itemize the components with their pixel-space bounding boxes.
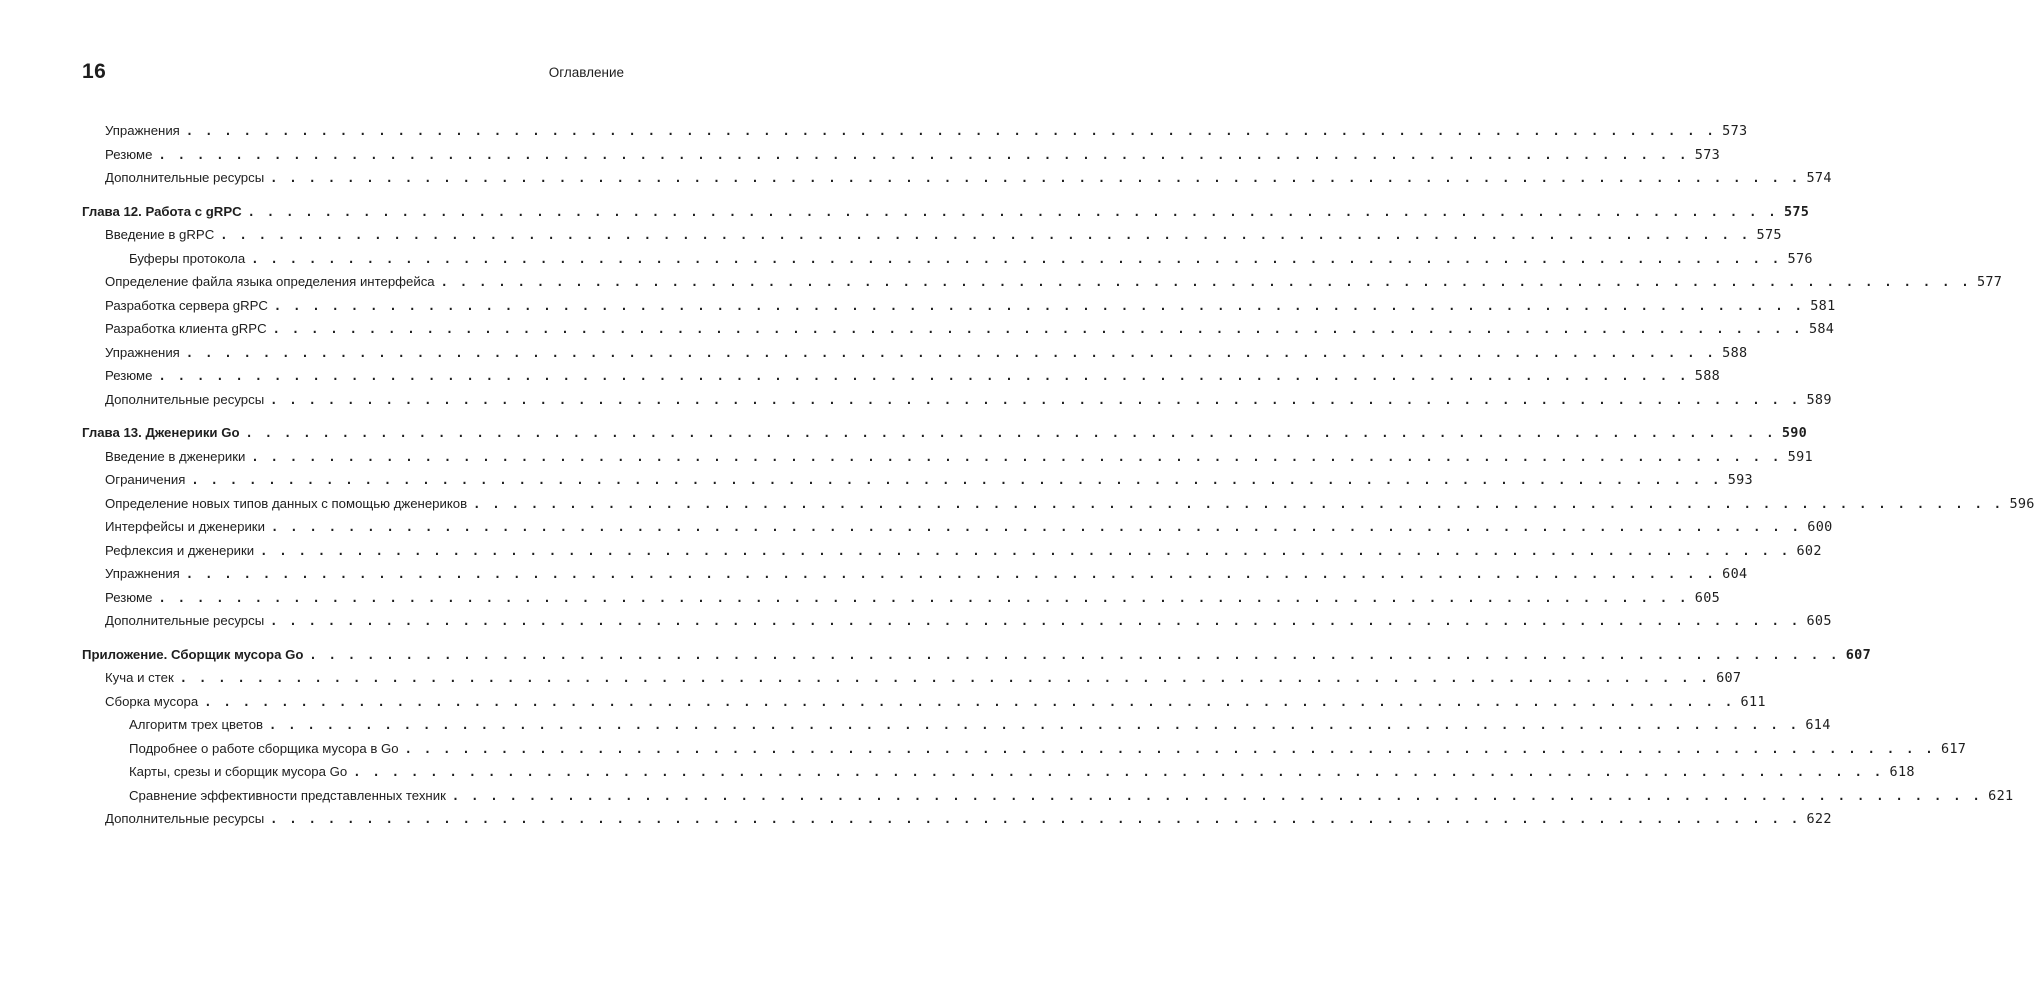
dot-leader: . . . . . . . . . . . . . . . . . . . . . . . . . . . . . . . . . . . . . . . . . . . . . . . . . . . . . . . . . . . . . . . . . . . . . . . . . . . . . . . .	[185, 124, 1717, 138]
dot-leader: . . . . . . . . . . . . . . . . . . . . . . . . . . . . . . . . . . . . . . . . . . . . . . . . . . . . . . . . . . . . . . . . . . . . . . . . . . . . . . . .	[179, 671, 1711, 685]
toc-entry-page: 588	[1694, 368, 1721, 384]
toc-entry[interactable]	[82, 294, 1836, 318]
dot-leader: . . . . . . . . . . . . . . . . . . . . . . . . . . . . . . . . . . . . . . . . . . . . . . . . . . . . . . . . . . . . . . . . . . . . . . . . . . . . . . . .	[251, 449, 1782, 464]
running-head: Оглавление	[548, 65, 624, 80]
dot-leader: . . . . . . . . . . . . . . . . . . . . . . . . . . . . . . . . . . . . . . . . . . . . . . . . . . . . . . . . . . . . . . . . . . . . . . . . . . . . . . . .	[204, 694, 1735, 709]
toc-entry-title: Упражнения	[105, 341, 186, 365]
toc-entry-title: Подробнее о работе сборщика мусора в Go	[129, 737, 405, 761]
dot-leader: . . . . . . . . . . . . . . . . . . . . . . . . . . . . . . . . . . . . . . . . . . . . . . . . . . . . . . . . . . . . . . . . . . . . . . . . . . . . . . . .	[158, 369, 1689, 383]
toc-entry-title: Приложение. Сборщик мусора Go	[82, 643, 309, 667]
dot-leader: . . . . . . . . . . . . . . . . . . . . . . . . . . . . . . . . . . . . . . . . . . . . . . . . . . . . . . . . . . . . . . . . . . . . . . . . . . . . . . . .	[158, 147, 1689, 162]
toc-entry-page: 621	[1988, 787, 2014, 804]
toc-entry-page: 591	[1787, 448, 1813, 465]
toc-entry-title: Резюме	[105, 586, 158, 610]
toc-entry-page: 622	[1806, 811, 1832, 827]
dot-leader: . . . . . . . . . . . . . . . . . . . . . . . . . . . . . . . . . . . . . . . . . . . . . . . . . . . . . . . . . . . . . . . . . . . . . . . . . . . . . . . .	[185, 567, 1717, 581]
toc-entry-page: 577	[1976, 274, 2003, 290]
toc-chapter-entry[interactable]	[82, 421, 1808, 445]
toc-entry-page: 575	[1756, 227, 1782, 243]
toc-entry-title: Резюме	[105, 364, 158, 388]
toc-entry-page: 581	[1810, 297, 1836, 314]
toc-entry-title: Алгоритм трех цветов	[129, 713, 269, 737]
table-of-contents	[82, 119, 2035, 831]
dot-leader: . . . . . . . . . . . . . . . . . . . . . . . . . . . . . . . . . . . . . . . . . . . . . . . . . . . . . . . . . . . . . . . . . . . . . . . . . . . . . . . .	[270, 392, 1801, 407]
toc-entry-page: 575	[1783, 203, 1810, 220]
toc-entry-page: 593	[1727, 472, 1753, 488]
dot-leader: . . . . . . . . . . . . . . . . . . . . . . . . . . . . . . . . . . . . . . . . . . . . . . . . . . . . . . . . . . . . . . . . . . . . . . . . . . . . . . . .	[260, 543, 1791, 558]
toc-entry-page: 576	[1787, 250, 1813, 267]
toc-entry[interactable]	[82, 784, 2014, 808]
toc-entry-title: Сборка мусора	[105, 690, 204, 714]
toc-entry[interactable]	[82, 666, 1742, 690]
toc-entry-page: 611	[1740, 693, 1766, 710]
toc-entry-title: Дополнительные ресурсы	[105, 166, 270, 190]
toc-entry-title: Введение в gRPC	[105, 223, 220, 247]
toc-entry-title: Дополнительные ресурсы	[105, 807, 270, 831]
toc-entry[interactable]	[82, 143, 1721, 167]
toc-entry-page: 600	[1807, 519, 1833, 535]
toc-entry-page: 596	[2009, 495, 2035, 512]
toc-entry-page: 607	[1845, 646, 1872, 663]
toc-entry-page: 617	[1940, 740, 1967, 757]
toc-entry-page: 590	[1781, 425, 1808, 441]
toc-entry-page: 605	[1694, 589, 1721, 606]
toc-entry[interactable]	[82, 166, 1832, 190]
toc-entry-title: Разработка сервера gRPC	[105, 294, 274, 318]
toc-entry[interactable]	[82, 737, 1967, 761]
toc-entry[interactable]	[82, 247, 1813, 271]
toc-entry[interactable]	[82, 562, 1748, 586]
dot-leader: . . . . . . . . . . . . . . . . . . . . . . . . . . . . . . . . . . . . . . . . . . . . . . . . . . . . . . . . . . . . . . . . . . . . . . . . . . . . . . . .	[270, 171, 1801, 185]
toc-entry-page: 602	[1796, 542, 1822, 559]
toc-entry-title: Куча и стек	[105, 666, 180, 690]
toc-entry-title: Рефлексия и дженерики	[105, 539, 260, 563]
dot-leader: . . . . . . . . . . . . . . . . . . . . . . . . . . . . . . . . . . . . . . . . . . . . . . . . . . . . . . . . . . . . . . . . . . . . . . . . . . . . . . . .	[451, 788, 1983, 803]
toc-entry-title: Введение в дженерики	[105, 445, 251, 469]
toc-entry[interactable]	[82, 270, 2003, 294]
dot-leader: . . . . . . . . . . . . . . . . . . . . . . . . . . . . . . . . . . . . . . . . . . . . . . . . . . . . . . . . . . . . . . . . . . . . . . . . . . . . . . . .	[404, 741, 1935, 756]
toc-entry-page: 588	[1722, 344, 1748, 361]
toc-entry[interactable]	[82, 364, 1721, 388]
dot-leader: . . . . . . . . . . . . . . . . . . . . . . . . . . . . . . . . . . . . . . . . . . . . . . . . . . . . . . . . . . . . . . . . . . . . . . . . . . . . . . . .	[191, 473, 1722, 487]
dot-leader: . . . . . . . . . . . . . . . . . . . . . . . . . . . . . . . . . . . . . . . . . . . . . . . . . . . . . . . . . . . . . . . . . . . . . . . . . . . . . . . .	[270, 812, 1801, 826]
dot-leader: . . . . . . . . . . . . . . . . . . . . . . . . . . . . . . . . . . . . . . . . . . . . . . . . . . . . . . . . . . . . . . . . . . . . . . . . . . . . . . . .	[440, 275, 1971, 289]
toc-entry[interactable]	[82, 586, 1721, 610]
toc-entry-page: 607	[1716, 670, 1742, 686]
toc-entry[interactable]	[82, 468, 1753, 492]
dot-leader: . . . . . . . . . . . . . . . . . . . . . . . . . . . . . . . . . . . . . . . . . . . . . . . . . . . . . . . . . . . . . . . . . . . . . . . . . . . . . . . .	[245, 426, 1776, 440]
dot-leader: . . . . . . . . . . . . . . . . . . . . . . . . . . . . . . . . . . . . . . . . . . . . . . . . . . . . . . . . . . . . . . . . . . . . . . . . . . . . . . . .	[247, 204, 1778, 219]
toc-entry-page: 614	[1805, 717, 1831, 733]
toc-entry-title: Интерфейсы и дженерики	[105, 515, 271, 539]
dot-leader: . . . . . . . . . . . . . . . . . . . . . . . . . . . . . . . . . . . . . . . . . . . . . . . . . . . . . . . . . . . . . . . . . . . . . . . . . . . . . . . .	[158, 590, 1689, 605]
toc-entry-title: Упражнения	[105, 562, 186, 586]
toc-entry[interactable]	[82, 609, 1832, 633]
toc-entry-title: Карты, срезы и сборщик мусора Go	[129, 760, 353, 784]
page-number: 16	[82, 60, 107, 83]
dot-leader: . . . . . . . . . . . . . . . . . . . . . . . . . . . . . . . . . . . . . . . . . . . . . . . . . . . . . . . . . . . . . . . . . . . . . . . . . . . . . . . .	[270, 614, 1801, 628]
toc-entry-title: Глава 13. Дженерики Go	[82, 421, 246, 445]
dot-leader: . . . . . . . . . . . . . . . . . . . . . . . . . . . . . . . . . . . . . . . . . . . . . . . . . . . . . . . . . . . . . . . . . . . . . . . . . . . . . . . .	[185, 345, 1717, 360]
toc-entry[interactable]	[82, 119, 1748, 143]
toc-entry[interactable]	[82, 515, 1833, 539]
toc-entry[interactable]	[82, 341, 1748, 365]
dot-leader: . . . . . . . . . . . . . . . . . . . . . . . . . . . . . . . . . . . . . . . . . . . . . . . . . . . . . . . . . . . . . . . . . . . . . . . . . . . . . . . .	[269, 718, 1800, 732]
toc-entry-page: 605	[1806, 613, 1832, 629]
toc-entry[interactable]	[82, 539, 1822, 563]
toc-entry[interactable]	[82, 223, 1782, 247]
toc-entry-title: Определение новых типов данных с помощью дженериков	[105, 492, 473, 516]
toc-entry[interactable]	[82, 317, 1835, 341]
toc-entry[interactable]	[82, 807, 1832, 831]
toc-entry-page: 604	[1722, 566, 1748, 582]
toc-entry-title: Резюме	[105, 143, 158, 167]
toc-entry-page: 573	[1722, 123, 1748, 139]
toc-entry-title: Буферы протокола	[129, 247, 251, 271]
toc-entry-title: Разработка клиента gRPC	[105, 317, 273, 341]
toc-chapter-entry[interactable]	[82, 200, 1810, 224]
toc-entry[interactable]	[82, 388, 1832, 412]
toc-entry-title: Глава 12. Работа с gRPC	[82, 200, 248, 224]
toc-entry[interactable]	[82, 713, 1831, 737]
toc-entry-title: Определение файла языка определения интерфейса	[105, 270, 441, 294]
toc-chapter-entry[interactable]	[82, 643, 1872, 667]
toc-entry[interactable]	[82, 690, 1766, 714]
toc-entry-title: Сравнение эффективности представленных техник	[129, 784, 452, 808]
toc-entry-title: Упражнения	[105, 119, 186, 143]
toc-entry-page: 574	[1806, 170, 1832, 186]
dot-leader: . . . . . . . . . . . . . . . . . . . . . . . . . . . . . . . . . . . . . . . . . . . . . . . . . . . . . . . . . . . . . . . . . . . . . . . . . . . . . . . .	[309, 647, 1840, 662]
dot-leader: . . . . . . . . . . . . . . . . . . . . . . . . . . . . . . . . . . . . . . . . . . . . . . . . . . . . . . . . . . . . . . . . . . . . . . . . . . . . . . . .	[473, 496, 2004, 511]
toc-entry-title: Дополнительные ресурсы	[105, 609, 270, 633]
toc-entry-page: 584	[1808, 321, 1835, 337]
toc-entry-title: Ограничения	[105, 468, 191, 492]
dot-leader: . . . . . . . . . . . . . . . . . . . . . . . . . . . . . . . . . . . . . . . . . . . . . . . . . . . . . . . . . . . . . . . . . . . . . . . . . . . . . . . .	[220, 228, 1751, 242]
toc-entry-page: 573	[1694, 146, 1721, 163]
toc-entry-page: 589	[1806, 391, 1832, 408]
toc-entry-page: 618	[1889, 764, 1915, 780]
dot-leader: . . . . . . . . . . . . . . . . . . . . . . . . . . . . . . . . . . . . . . . . . . . . . . . . . . . . . . . . . . . . . . . . . . . . . . . . . . . . . . . .	[273, 298, 1805, 313]
dot-leader: . . . . . . . . . . . . . . . . . . . . . . . . . . . . . . . . . . . . . . . . . . . . . . . . . . . . . . . . . . . . . . . . . . . . . . . . . . . . . . . .	[251, 251, 1782, 266]
toc-entry[interactable]	[82, 760, 1915, 784]
toc-entry[interactable]	[82, 445, 1813, 469]
dot-leader: . . . . . . . . . . . . . . . . . . . . . . . . . . . . . . . . . . . . . . . . . . . . . . . . . . . . . . . . . . . . . . . . . . . . . . . . . . . . . . . .	[272, 322, 1803, 336]
dot-leader: . . . . . . . . . . . . . . . . . . . . . . . . . . . . . . . . . . . . . . . . . . . . . . . . . . . . . . . . . . . . . . . . . . . . . . . . . . . . . . . .	[270, 520, 1802, 534]
dot-leader: . . . . . . . . . . . . . . . . . . . . . . . . . . . . . . . . . . . . . . . . . . . . . . . . . . . . . . . . . . . . . . . . . . . . . . . . . . . . . . . .	[353, 765, 1884, 779]
toc-entry[interactable]	[82, 492, 2035, 516]
toc-entry-title: Дополнительные ресурсы	[105, 388, 270, 412]
